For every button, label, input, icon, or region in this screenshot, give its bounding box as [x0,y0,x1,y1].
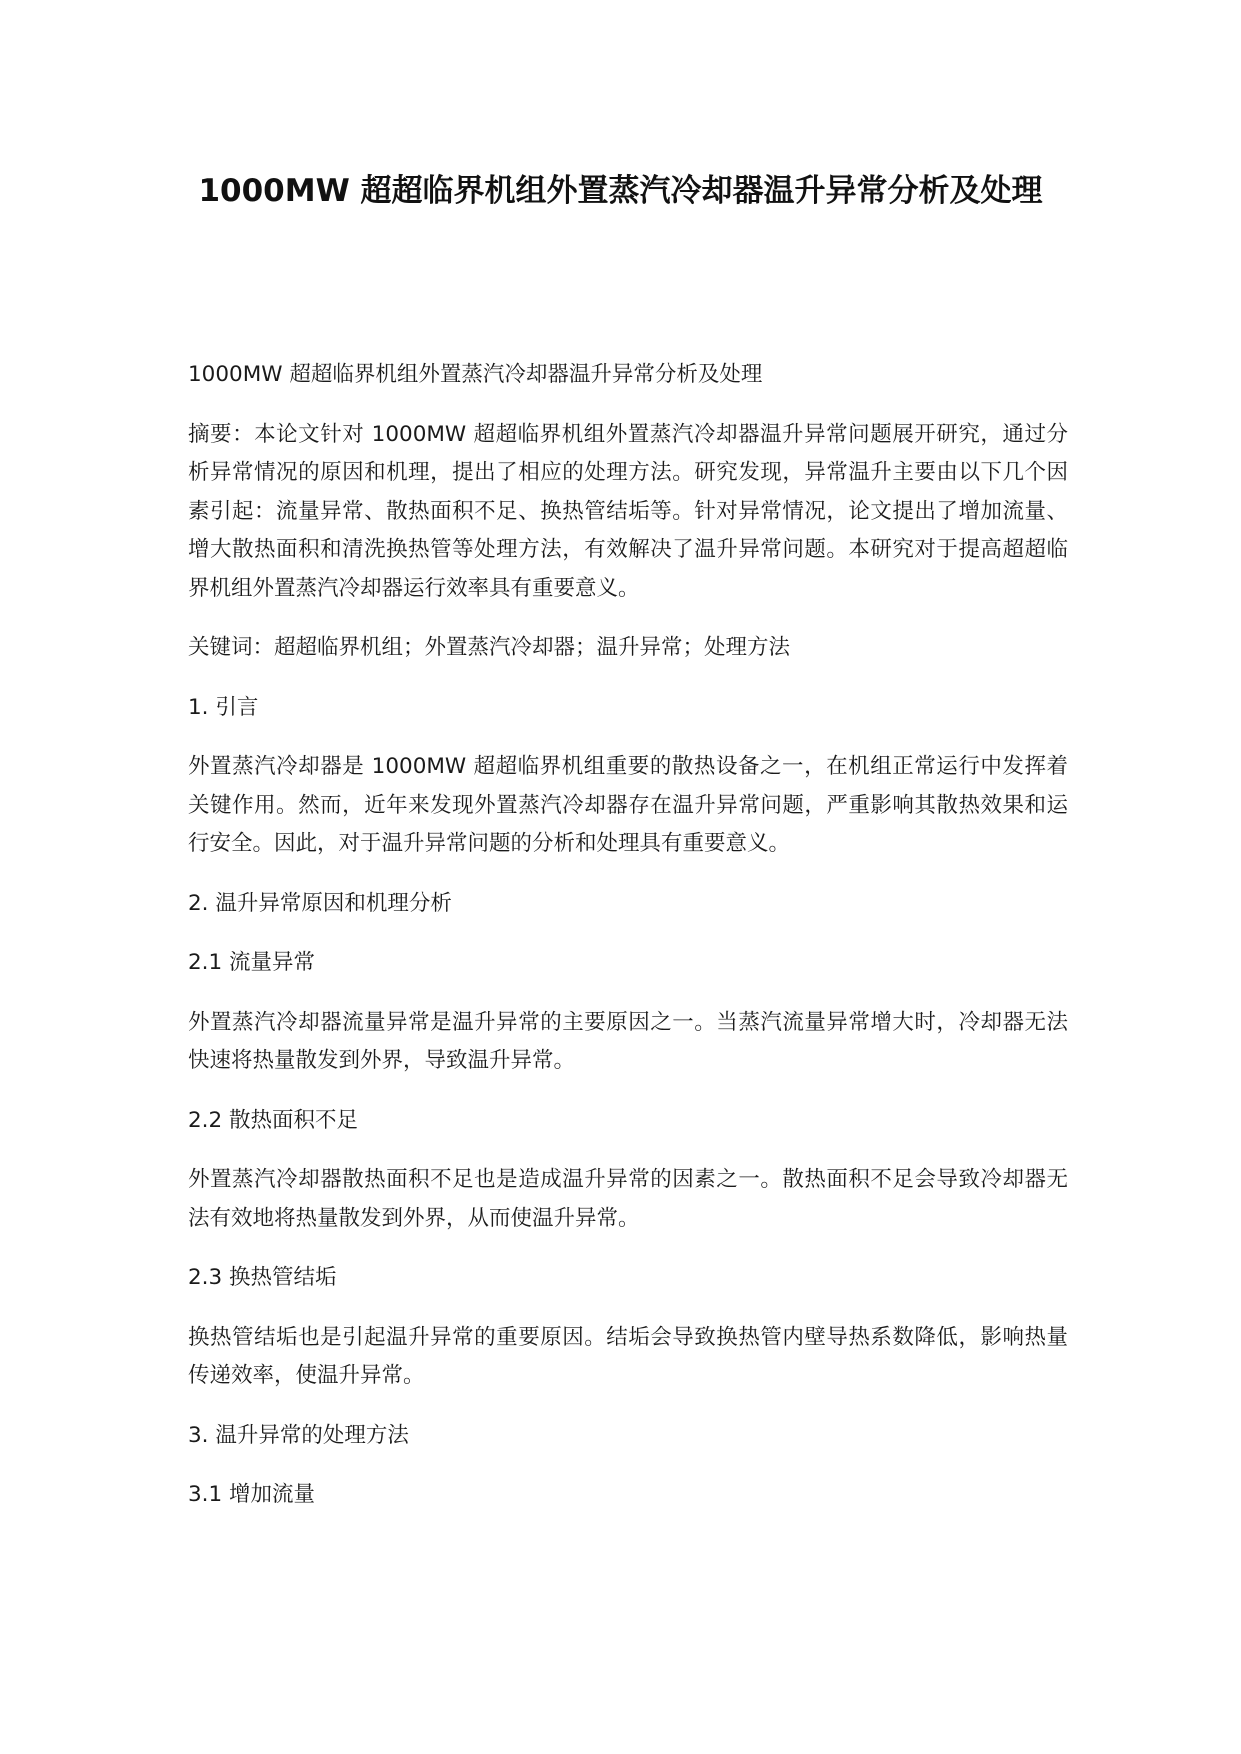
section-paragraph-introduction: 外置蒸汽冷却器是 1000MW 超超临界机组重要的散热设备之一，在机组正常运行中发挥着关键作用。然而，近年来发现外置蒸汽冷却器存在温升异常问题，严重影响其散热效果和运行安全。因此，对于温升异常问题的分析和处理具有重要意义。 [188,754,1068,856]
document-title: 1000MW 超超临界机组外置蒸汽冷却器温升异常分析及处理 [198,173,1043,209]
section-heading-heat-area: 2.2 散热面积不足 [188,1107,359,1133]
section-paragraph-heat-area: 外置蒸汽冷却器散热面积不足也是造成温升异常的因素之一。散热面积不足会导致冷却器无法有效地将热量散发到外界，从而使温升异常。 [188,1167,1068,1231]
document-subtitle: 1000MW 超超临界机组外置蒸汽冷却器温升异常分析及处理 [188,362,763,387]
section-heading-increase-flow: 3.1 增加流量 [188,1482,316,1507]
keywords-line: 关键词：超超临界机组；外置蒸汽冷却器；温升异常；处理方法 [188,635,791,660]
section-heading-treatment: 3. 温升异常的处理方法 [188,1422,409,1448]
section-paragraph-tube-scaling: 换热管结垢也是引起温升异常的重要原因。结垢会导致换热管内壁导热系数降低，影响热量传递效率，使温升异常。 [188,1324,1068,1388]
document-body [188,356,1068,1536]
abstract-paragraph: 摘要：本论文针对 1000MW 超超临界机组外置蒸汽冷却器温升异常问题展开研究，通过分析异常情况的原因和机理，提出了相应的处理方法。研究发现，异常温升主要由以下几个因素引起：流量异常、散热面积不足、换热管结垢等。针对异常情况，论文提出了增加流量、增大散热面积和清洗换热管等处理方法，有效解决了温升异常问题。本研究对于提高超超临界机组外置蒸汽冷却器运行效率具有重要意义。 [188,421,1068,601]
section-heading-flow-anomaly: 2.1 流量异常 [188,950,316,975]
section-heading-tube-scaling: 2.3 换热管结垢 [188,1265,337,1290]
section-heading-introduction: 1. 引言 [188,694,259,720]
section-heading-cause-analysis: 2. 温升异常原因和机理分析 [188,890,452,916]
section-paragraph-flow-anomaly: 外置蒸汽冷却器流量异常是温升异常的主要原因之一。当蒸汽流量异常增大时，冷却器无法快速将热量散发到外界，导致温升异常。 [188,1009,1068,1073]
